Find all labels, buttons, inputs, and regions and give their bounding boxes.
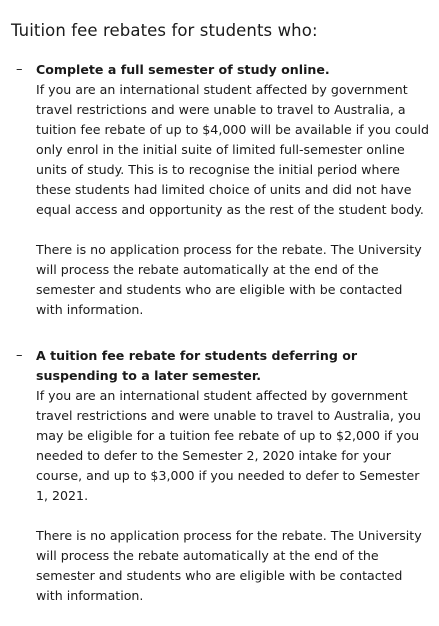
rebate-item-process-note: There is no application process for the rebate. The University will process the rebate automatically at the end of the semester and students who are eligible with be contacted with information. (36, 242, 422, 317)
page-heading: Tuition fee rebates for students who: (11, 21, 318, 40)
dash-bullet-icon: – (16, 348, 23, 363)
rebate-item-description: If you are an international student affected by government travel restrictions and were unable to travel to Australia, you may be eligible for a tuition fee rebate of up to $2,000 if you needed to defer to the Semester 2, 2020 intake for your course, and up to $3,000 if you needed to defer to Semester 1, 2021. (36, 388, 421, 503)
rebate-item-title: A tuition fee rebate for students deferring or suspending to a later semester. (36, 348, 358, 383)
rebate-item-description: If you are an international student affected by government travel restrictions and were unable to travel to Australia, a tuition fee rebate of up to $4,000 will be available if you could only enrol in the initial suite of limited full-semester online units of study. This is to recognise the initial period where these students had limited choice of units and did not have equal access and opportunity as the rest of the student body. (36, 82, 429, 217)
rebate-item-title: Complete a full semester of study online. (36, 62, 330, 77)
dash-bullet-icon: – (16, 62, 23, 77)
rebate-item-process-note: There is no application process for the rebate. The University will process the rebate automatically at the end of the semester and students who are eligible with be contacted with information. (36, 528, 422, 603)
rebate-list (10, 60, 429, 606)
rebate-item-deferral (10, 346, 429, 606)
rebate-item-online-study (10, 60, 429, 320)
